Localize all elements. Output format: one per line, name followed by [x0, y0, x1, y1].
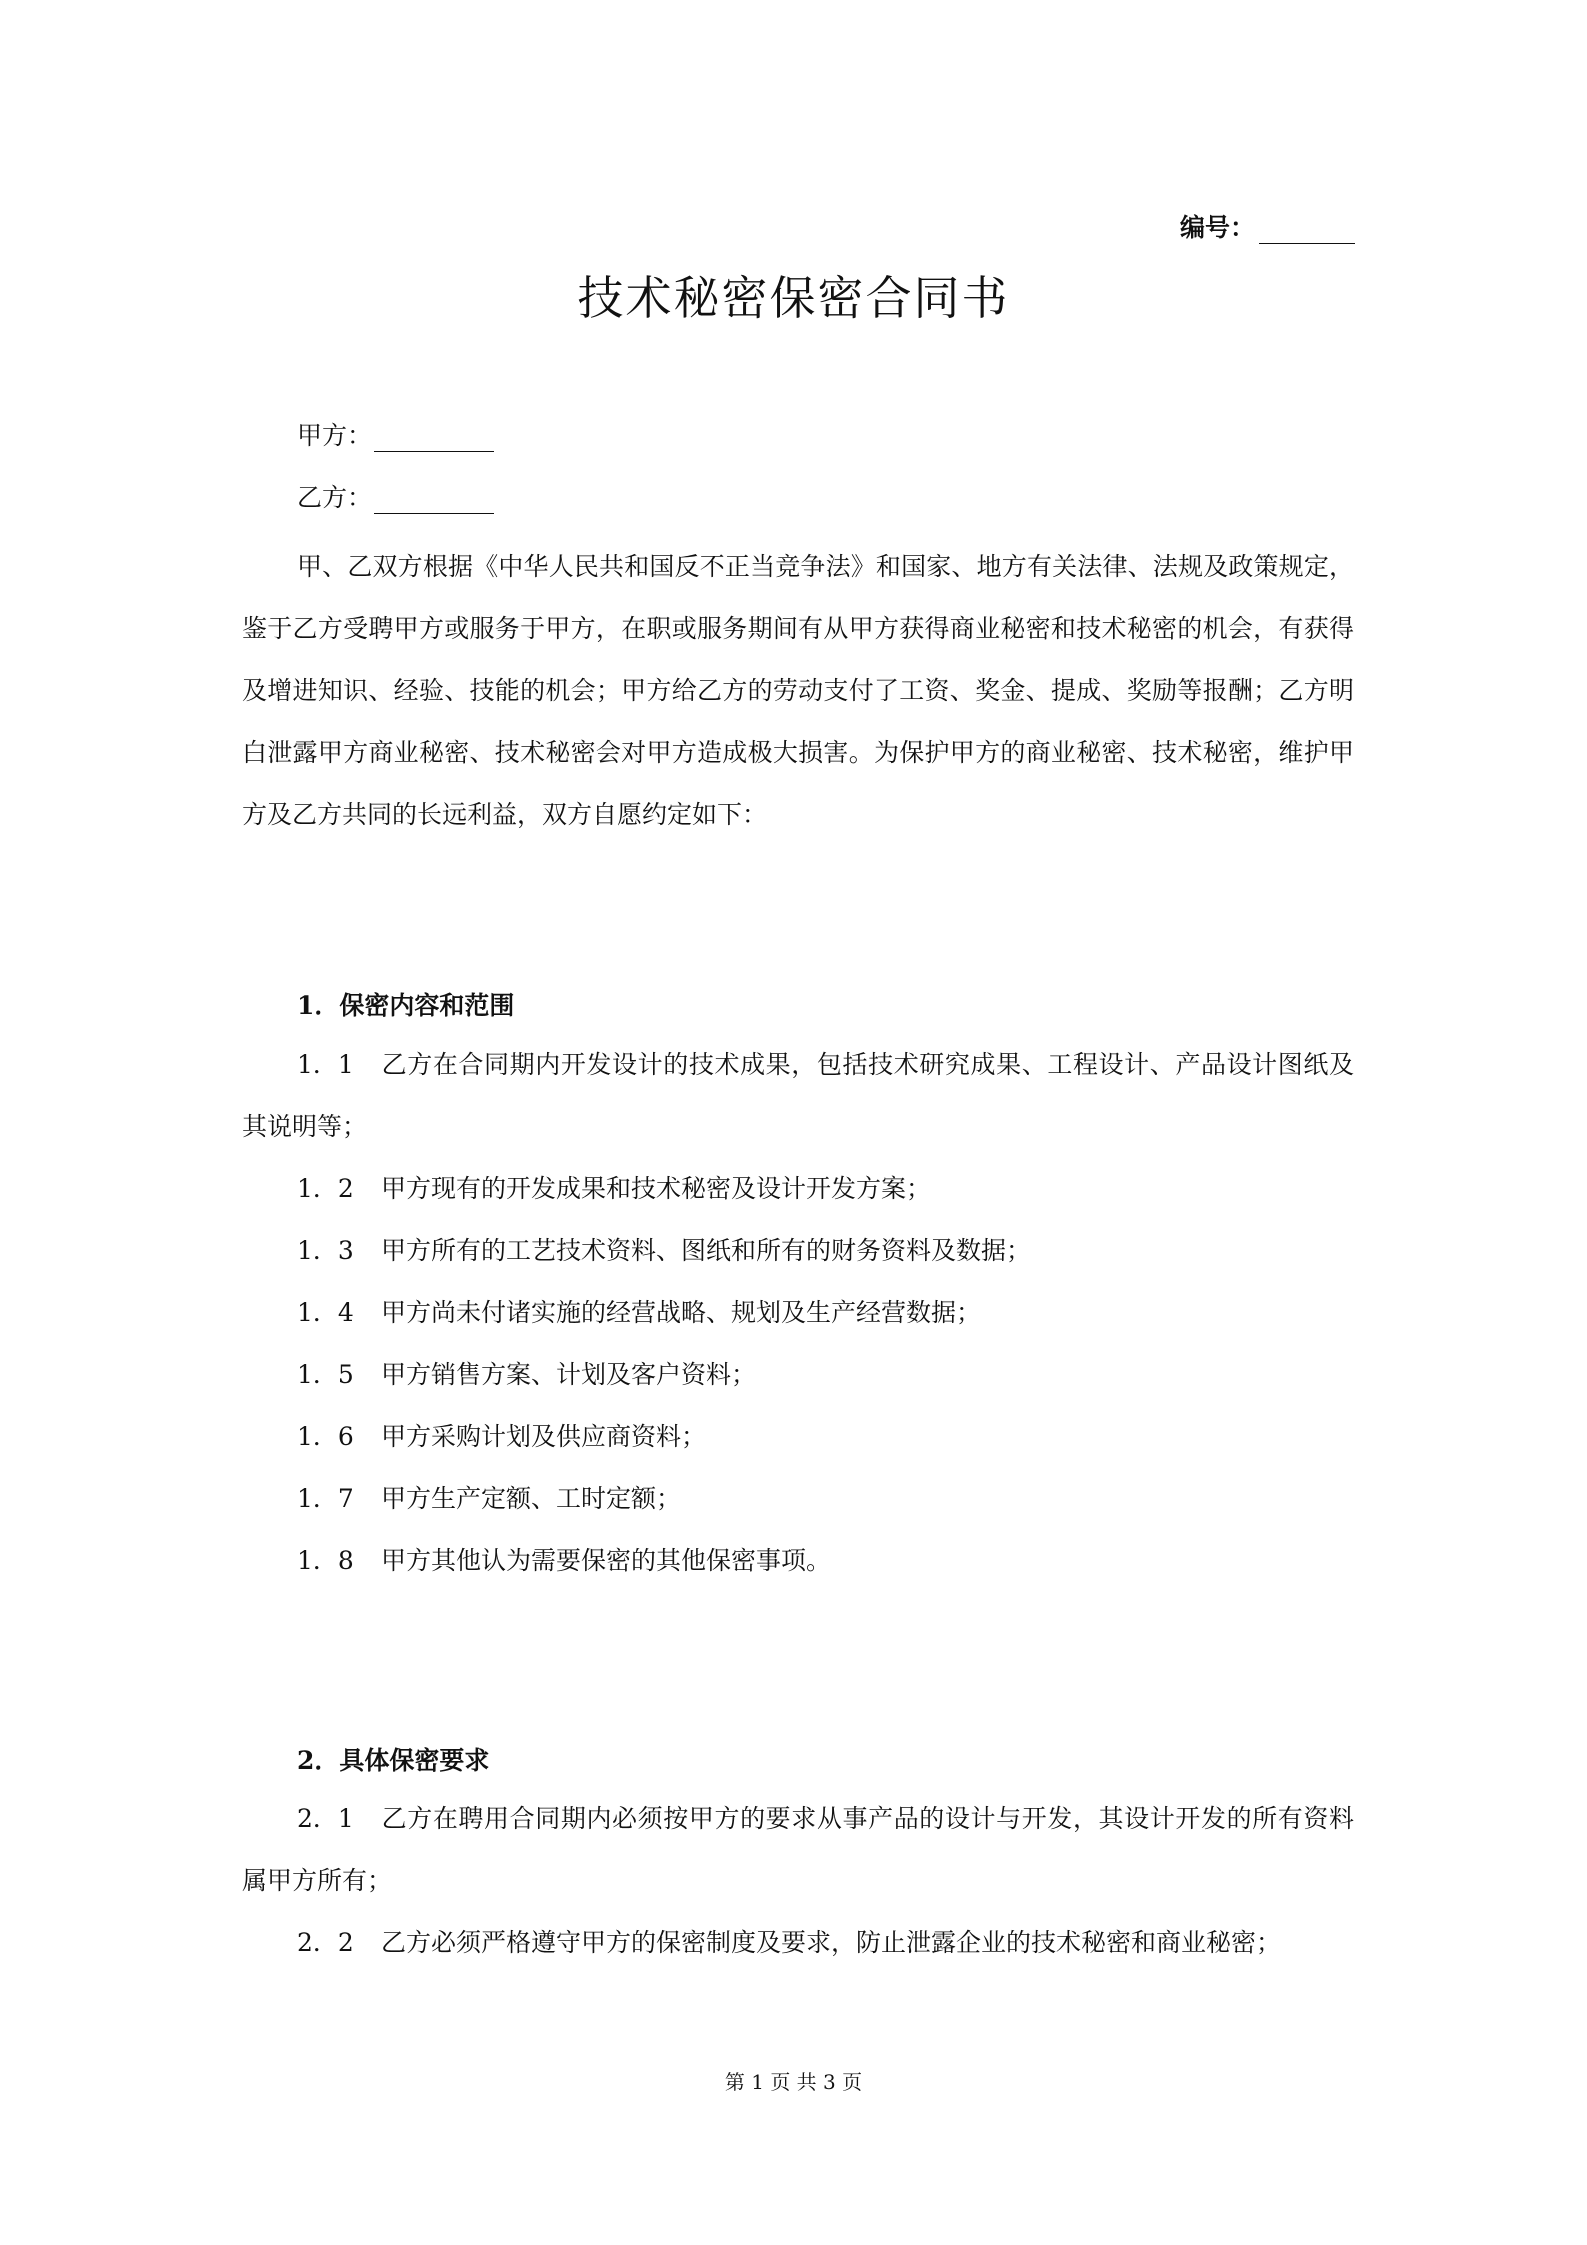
clause-1-8 — [242, 1530, 1354, 1592]
clause-text: 乙方必须严格遵守甲方的保密制度及要求，防止泄露企业的技术秘密和商业秘密； — [381, 1928, 1282, 1957]
clause-2-1 — [242, 1788, 1354, 1912]
clause-number: 1．1 — [297, 1050, 354, 1079]
clause-text: 甲方采购计划及供应商资料； — [381, 1422, 707, 1451]
clause-1-6 — [242, 1406, 1354, 1468]
party-b-line — [297, 478, 494, 514]
clause-1-3 — [242, 1220, 1354, 1282]
clause-1-2 — [242, 1158, 1354, 1220]
clause-text: 乙方在聘用合同期内必须按甲方的要求从事产品的设计与开发，其设计开发的所有资料属甲方所有； — [242, 1804, 1354, 1895]
document-number — [1180, 208, 1355, 244]
clause-number: 1．8 — [297, 1546, 354, 1575]
clause-1-4 — [242, 1282, 1354, 1344]
clause-2-2 — [242, 1912, 1354, 1974]
clause-number: 1．2 — [297, 1174, 354, 1203]
clause-text: 甲方现有的开发成果和技术秘密及设计开发方案； — [381, 1174, 932, 1203]
clause-number: 1．3 — [297, 1236, 354, 1265]
clause-number: 1．4 — [297, 1298, 354, 1327]
clause-text: 甲方其他认为需要保密的其他保密事项。 — [381, 1546, 832, 1575]
clause-number: 2．1 — [297, 1804, 354, 1833]
party-b-blank[interactable] — [374, 487, 494, 514]
clause-text: 乙方在合同期内开发设计的技术成果，包括技术研究成果、工程设计、产品设计图纸及其说明等； — [242, 1050, 1354, 1141]
clause-1-1 — [242, 1034, 1354, 1158]
clause-number: 1．6 — [297, 1422, 354, 1451]
clause-number: 1．5 — [297, 1360, 354, 1389]
clause-text: 甲方销售方案、计划及客户资料； — [381, 1360, 757, 1389]
party-a-blank[interactable] — [374, 425, 494, 452]
document-number-label: 编号： — [1180, 213, 1256, 242]
clause-text: 甲方尚未付诸实施的经营战略、规划及生产经营数据； — [381, 1298, 982, 1327]
clause-1-7 — [242, 1468, 1354, 1530]
document-number-blank[interactable] — [1259, 217, 1355, 244]
party-a-label: 甲方： — [297, 421, 373, 450]
party-a-line — [297, 416, 494, 452]
section-1-heading: 1．保密内容和范围 — [297, 991, 515, 1020]
clause-text: 甲方生产定额、工时定额； — [381, 1484, 682, 1513]
section-2-heading: 2．具体保密要求 — [297, 1746, 490, 1775]
document-title: 技术秘密保密合同书 — [577, 271, 1010, 325]
clause-number: 1．7 — [297, 1484, 354, 1513]
party-b-label: 乙方： — [297, 483, 373, 512]
clause-number: 2．2 — [297, 1928, 354, 1957]
clause-text: 甲方所有的工艺技术资料、图纸和所有的财务资料及数据； — [381, 1236, 1032, 1265]
clause-1-5 — [242, 1344, 1354, 1406]
page-footer: 第 1 页 共 3 页 — [724, 2070, 863, 2094]
intro-paragraph: 甲、乙双方根据《中华人民共和国反不正当竞争法》和国家、地方有关法律、法规及政策规定，鉴于乙方受聘甲方或服务于甲方，在职或服务期间有从甲方获得商业秘密和技术秘密的机会，有获得及增进知识、经验、技能的机会；甲方给乙方的劳动支付了工资、奖金、提成、奖励等报酬；乙方明白泄露甲方商业秘密、技术秘密会对甲方造成极大损害。为保护甲方的商业秘密、技术秘密，维护甲方及乙方共同的长远利益，双方自愿约定如下： — [242, 552, 1354, 829]
